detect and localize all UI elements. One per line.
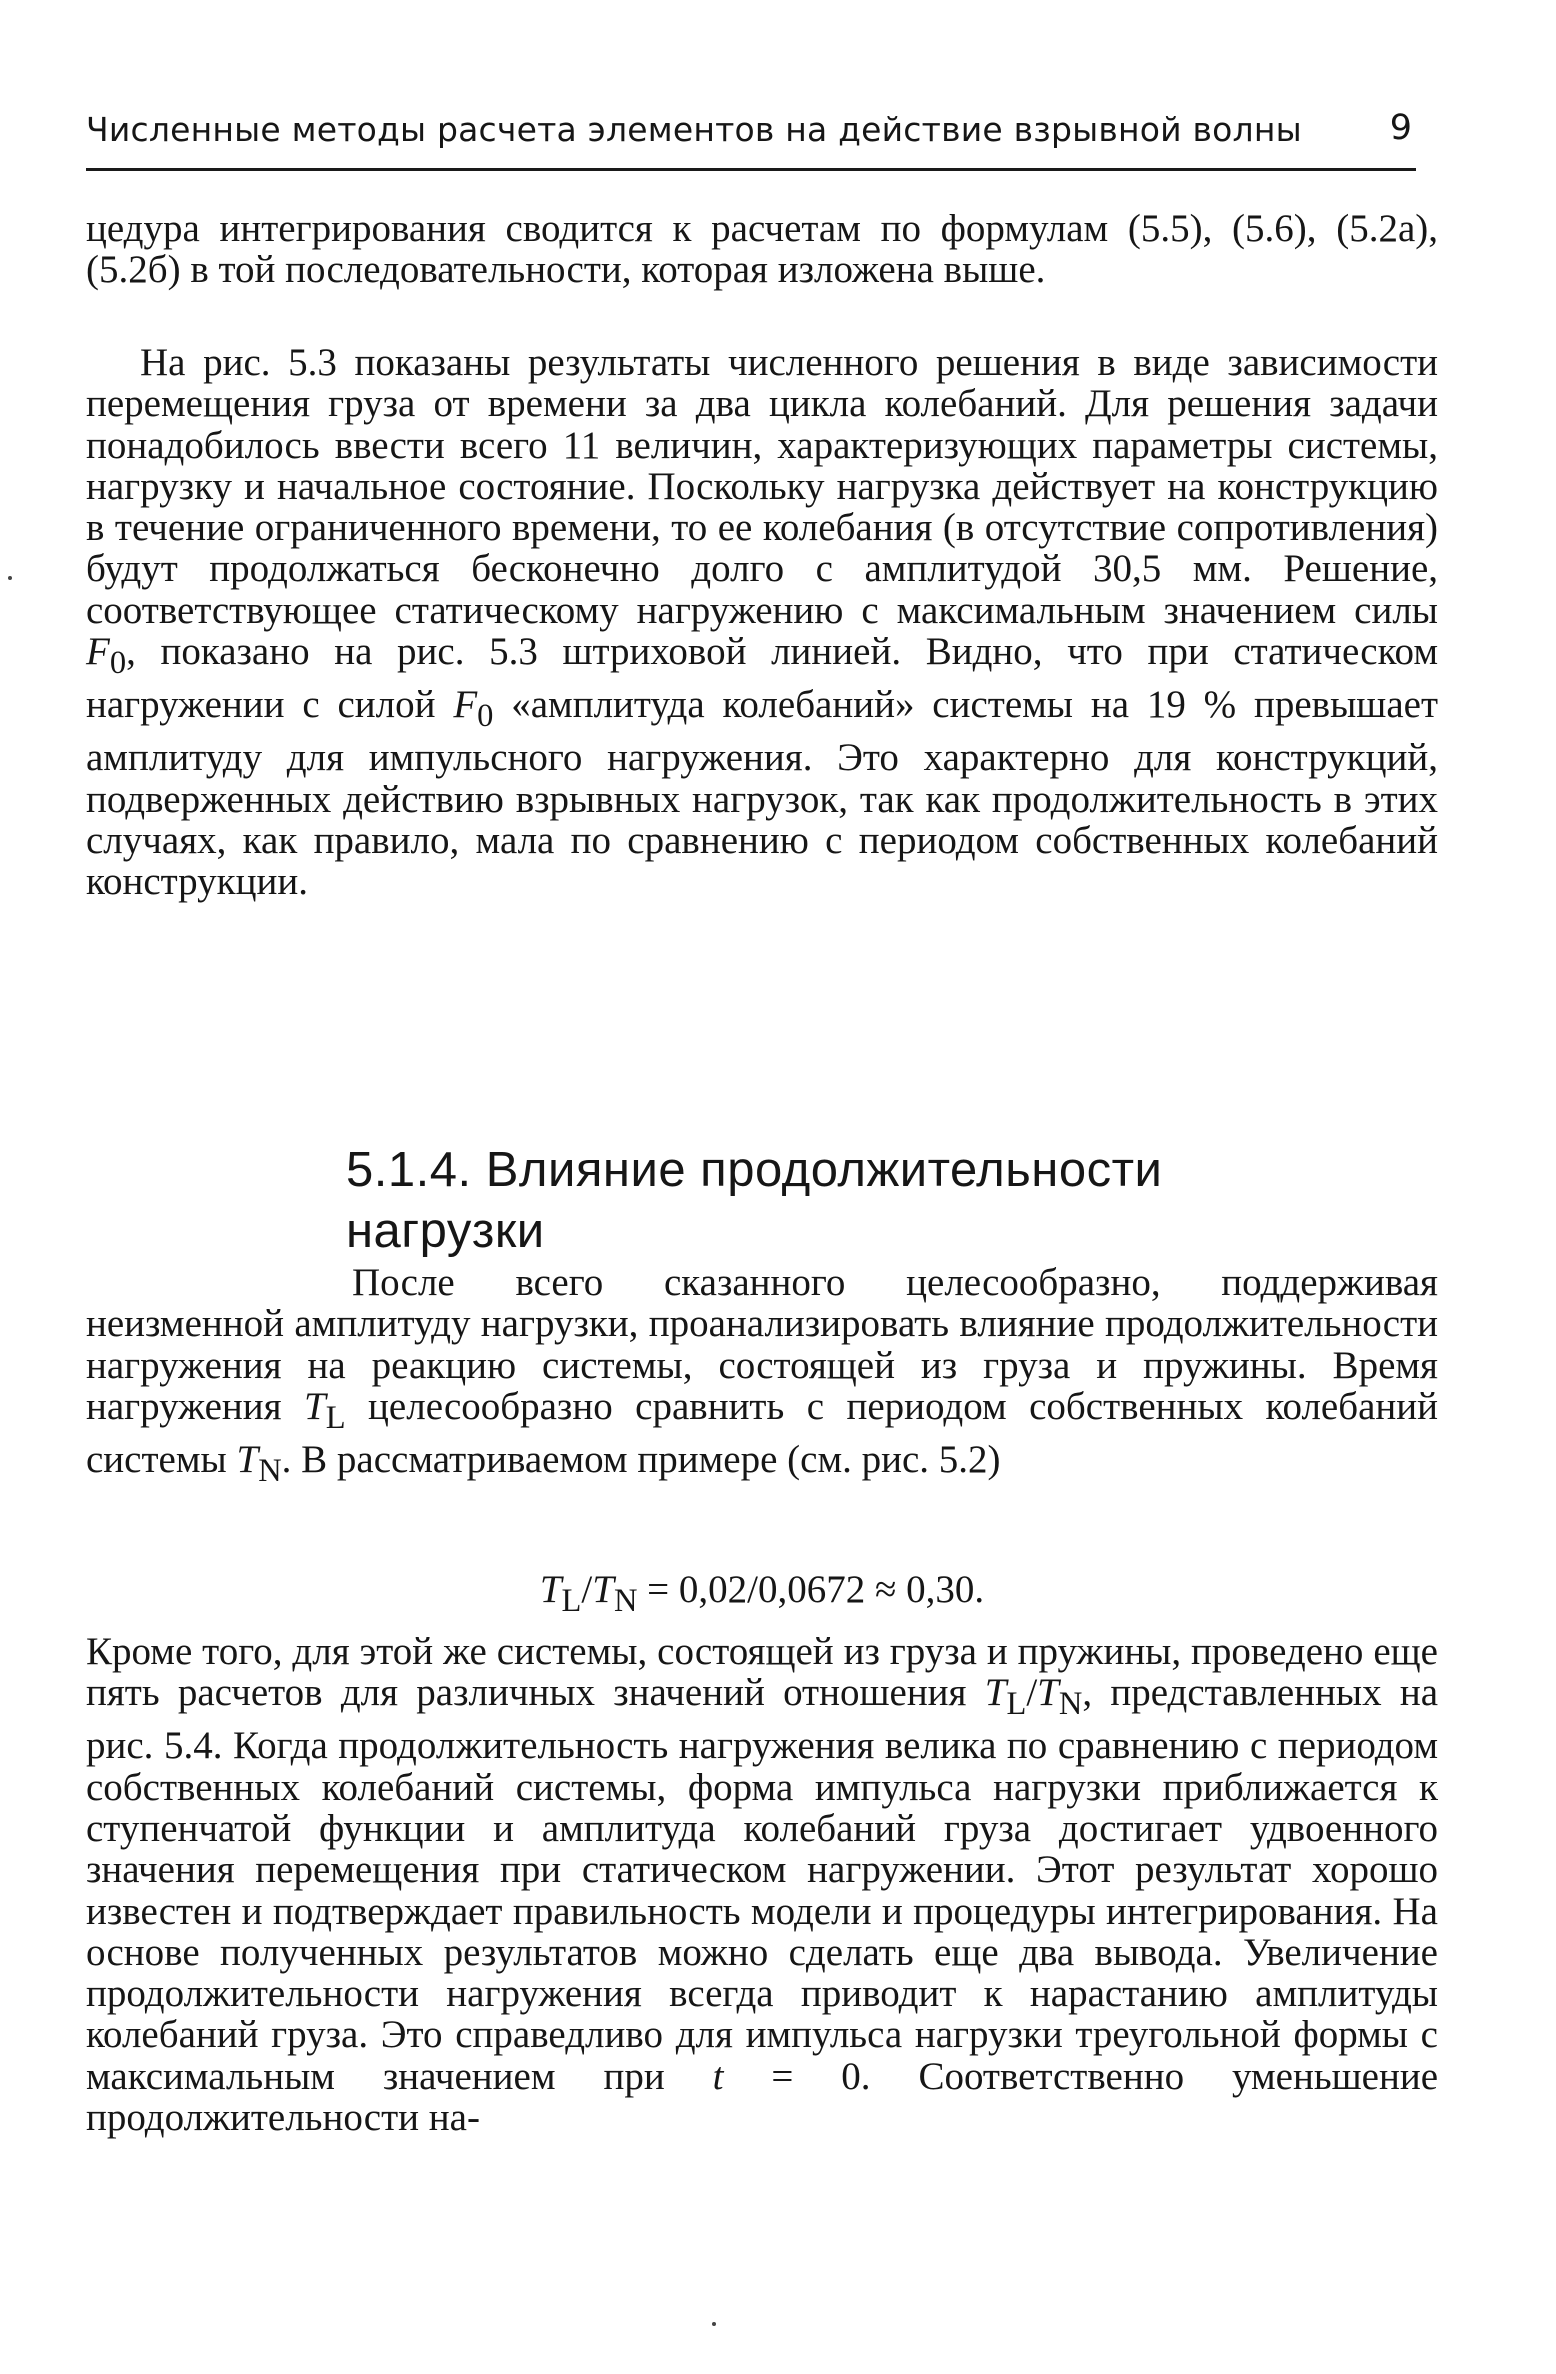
paragraph-4-text-1: Кроме того, для этой же системы, состоящей из груза и пружины, проведено еще пять расчетов для различных значений отношения xyxy=(86,1630,1438,1715)
paragraph-2 xyxy=(86,342,1438,902)
formula-sub-l: L xyxy=(561,1582,582,1619)
symbol-t: t xyxy=(712,2054,724,2098)
symbol-f0: F xyxy=(86,630,110,674)
formula-slash: / xyxy=(581,1568,593,1611)
paragraph-4-text-3: = 0. Соответственно уменьшение продолжительности на- xyxy=(86,2054,1439,2140)
subscript-0: 0 xyxy=(109,644,127,681)
scan-speck xyxy=(8,576,12,580)
paragraph-2-text-3: «амплитуда колебаний» системы на 19 % превышает амплитуду для импульсного нагружения. Это характерно для конструкций, подверженных действию взрывных нагрузок, так как продолжительность в этих случаях, как правило, мала по сравнению с периодом собственных колебаний конструкции. xyxy=(86,683,1438,904)
subscript-0: 0 xyxy=(477,697,494,734)
paragraph-3-text-2: целесообразно сравнить с периодом собственных колебаний системы xyxy=(86,1384,1439,1481)
ratio-slash: / xyxy=(1026,1671,1038,1715)
symbol-f0: F xyxy=(453,683,478,727)
section-heading-line-1: 5.1.4. Влияние продолжительности xyxy=(346,1143,1163,1197)
subscript-l: L xyxy=(325,1399,346,1436)
paragraph-3-text-1: После всего сказанного целесообразно, поддерживая неизменной амплитуду нагрузки, проанализировать влияние продолжительности нагружения на реакцию системы, состоящей из груза и пружины. Время нагружения xyxy=(86,1261,1438,1428)
paragraph-3-text-3: . В рассматриваемом примере (см. рис. 5.2) xyxy=(281,1437,1001,1481)
formula-symbol-tn: T xyxy=(592,1568,614,1611)
paragraph-4-text-2: , представленных на рис. 5.4. Когда продолжительность нагружения велика по сравнению с периодом собственных колебаний системы, форма импульса нагрузки приближается к ступенчатой функции и амплитуда колебаний груза достигает удвоенного значения перемещения при статическом нагружении. Этот результат хорошо известен и подтверждает правильность модели и процедуры интегрирования. На основе полученных результатов можно сделать еще два вывода. Увеличение продолжительности нагружения всегда приводит к нарастанию амплитуды колебаний груза. Это справедливо для импульса нагрузки треугольной формы с максимальным значением при xyxy=(86,1671,1439,2098)
paragraph-2-text-1: На рис. 5.3 показаны результаты численного решения в виде зависимости перемещения груза от времени за два цикла колебаний. Для решения задачи понадобилось ввести всего 11 величин, характеризующих параметры системы, нагрузку и начальное состояние. Поскольку нагрузка действует на конструкцию в течение ограниченного времени, то ее колебания (в отсутствие сопротивления) будут продолжаться бесконечно долго с амплитудой 30,5 мм. Решение, соответствующее статическому нагружению с максимальным значением силы xyxy=(86,341,1438,632)
scan-speck xyxy=(712,2322,716,2326)
subscript-n: N xyxy=(258,1452,282,1489)
paragraph-4 xyxy=(86,1631,1438,2138)
formula xyxy=(86,1566,1438,1625)
section-heading xyxy=(346,1140,1346,1262)
formula-symbol-tl: T xyxy=(539,1568,562,1611)
section-heading-line-2: нагрузки xyxy=(346,1204,545,1258)
formula-rhs: = 0,02/0,0672 ≈ 0,30. xyxy=(637,1568,985,1611)
page-number: 9 xyxy=(1389,108,1412,148)
paragraph-3 xyxy=(86,1262,1438,1492)
running-header xyxy=(86,108,1416,171)
symbol-tl: T xyxy=(304,1384,326,1428)
paragraph-2-text-2: , показано на рис. 5.3 штриховой линией. Видно, что при статическом нагружении с силой xyxy=(86,630,1438,727)
running-header-title: Численные методы расчета элементов на действие взрывной волны xyxy=(86,110,1302,149)
subscript-l: L xyxy=(1006,1686,1027,1723)
subscript-n: N xyxy=(1058,1686,1083,1723)
symbol-tl: T xyxy=(984,1671,1007,1715)
formula-sub-n: N xyxy=(613,1582,638,1619)
symbol-tn: T xyxy=(1037,1671,1059,1715)
symbol-tn: T xyxy=(236,1437,259,1481)
paragraph-1: цедура интегрирования сводится к расчетам по формулам (5.5), (5.6), (5.2а), (5.2б) в той последовательности, которая изложена выше. xyxy=(86,207,1438,292)
